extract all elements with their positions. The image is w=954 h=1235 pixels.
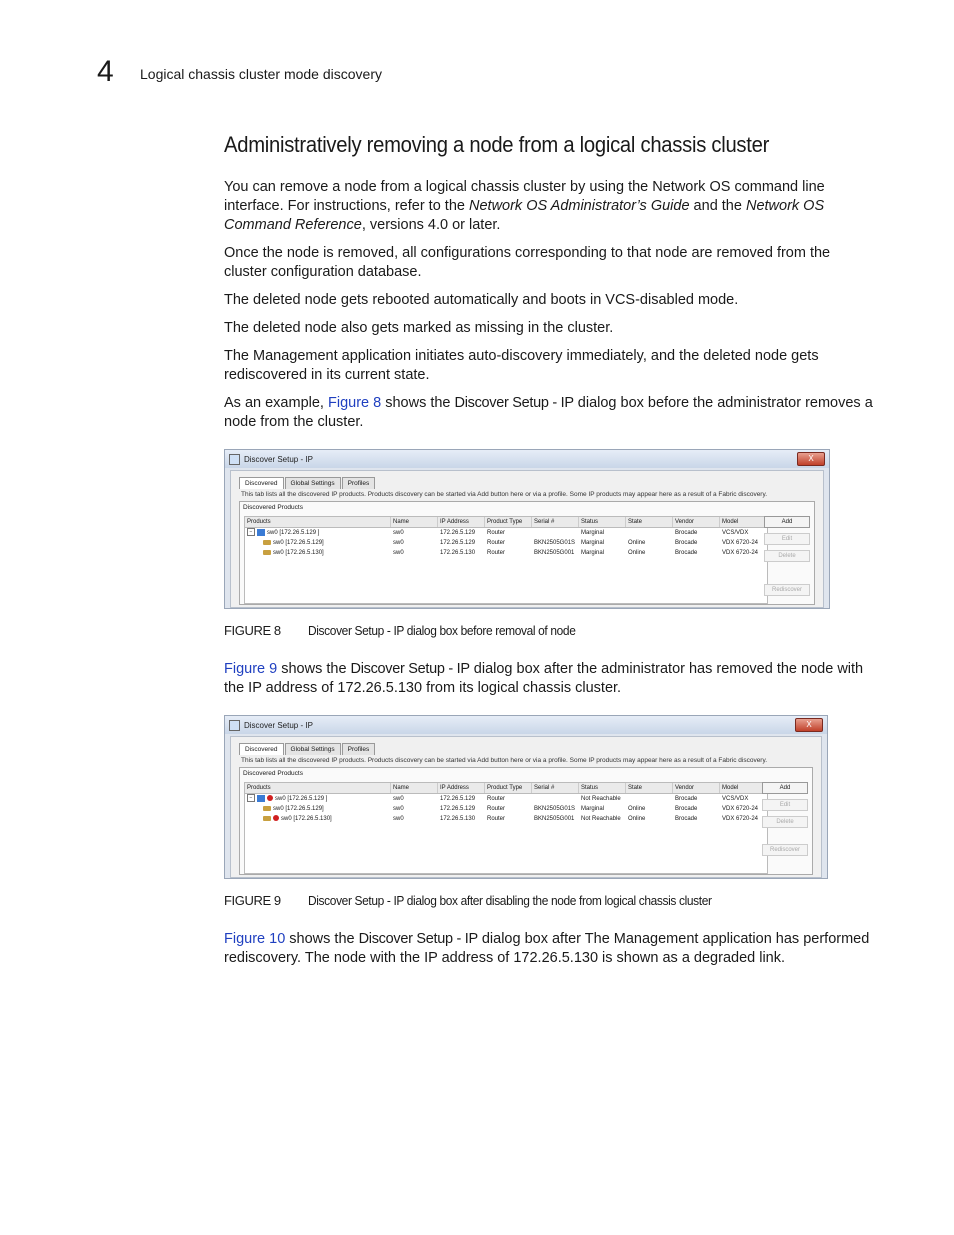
column-header[interactable]: Model	[720, 783, 767, 793]
paragraph-6: As an example, Figure 8 shows the Discover Setup - IP dialog box before the administrator removes a node from the cluster.	[224, 395, 873, 430]
table-row[interactable]: sw0 [172.26.5.129] sw0 172.26.5.129 Router BKN2505G01S Marginal Online Brocade VDX 6720-24	[245, 538, 767, 548]
paragraph-4: The deleted node also gets marked as missing in the cluster.	[224, 320, 614, 336]
close-button[interactable]: X	[797, 452, 825, 466]
column-header[interactable]: Model	[720, 517, 767, 527]
close-button[interactable]: X	[795, 718, 823, 732]
tab-global-settings[interactable]: Global Settings	[285, 743, 341, 755]
table-row[interactable]: sw0 [172.26.5.129] sw0 172.26.5.129 Router BKN2505G01S Marginal Online Brocade VDX 6720-24	[245, 804, 767, 814]
tab-discovered[interactable]: Discovered	[239, 743, 284, 755]
column-header[interactable]: State	[626, 783, 673, 793]
paragraph-1: You can remove a node from a logical chassis cluster by using the Network OS command line interface. For instructions, refer to the Network OS Administrator’s Guide and the Network OS Command Reference, versions 4.0 or later.	[224, 179, 825, 233]
add-button[interactable]: Add	[764, 516, 810, 528]
column-header[interactable]: IP Address	[438, 517, 485, 527]
panel-title: Discovered Products	[243, 504, 303, 511]
column-header[interactable]: IP Address	[438, 783, 485, 793]
collapse-icon[interactable]: −	[247, 794, 255, 802]
figure-9-link[interactable]: Figure 9	[224, 661, 278, 677]
dialog-titlebar: Discover Setup - IP	[225, 716, 827, 734]
products-table	[244, 782, 768, 874]
column-header[interactable]: Products	[245, 517, 391, 527]
delete-button[interactable]: Delete	[762, 816, 808, 828]
figure-10-link[interactable]: Figure 10	[224, 931, 286, 947]
rediscover-button[interactable]: Rediscover	[762, 844, 808, 856]
column-header[interactable]: Product Type	[485, 783, 532, 793]
switch-icon	[263, 806, 271, 811]
table-header	[245, 517, 767, 528]
table-row[interactable]: − sw0 [172.26.5.129 ] sw0 172.26.5.129 Router Not Reachable Brocade VCS/VDX	[245, 794, 767, 804]
column-header[interactable]: Status	[579, 517, 626, 527]
main-content	[224, 132, 876, 977]
column-header[interactable]: Serial #	[532, 517, 579, 527]
window-icon	[229, 720, 240, 731]
error-icon	[267, 795, 273, 801]
paragraph-5: The Management application initiates auto-discovery immediately, and the deleted node gets rediscovered in its current state.	[224, 348, 819, 383]
switch-icon	[263, 550, 271, 555]
table-row[interactable]: − sw0 [172.26.5.129 ] sw0 172.26.5.129 Router Marginal Brocade VCS/VDX	[245, 528, 767, 538]
tab-profiles[interactable]: Profiles	[342, 743, 376, 755]
info-text: This tab lists all the discovered IP products. Products discovery can be started via Add button here or via a profile. Some IP products may appear here as a result of a Fabric discovery.	[241, 757, 768, 764]
dialog-body	[230, 470, 824, 608]
add-button[interactable]: Add	[762, 782, 808, 794]
table-row[interactable]: sw0 [172.26.5.130] sw0 172.26.5.130 Router BKN2505G001 Not Reachable Online Brocade VDX 6720-24	[245, 814, 767, 824]
edit-button[interactable]: Edit	[762, 799, 808, 811]
figure-8-screenshot	[224, 449, 830, 609]
figure-9-caption: FIGURE 9 Discover Setup - IP dialog box after disabling the node from logical chassis cluster	[224, 893, 712, 908]
switch-icon	[263, 816, 271, 821]
section-title: Administratively removing a node from a logical chassis cluster	[224, 132, 770, 157]
column-header[interactable]: Vendor	[673, 517, 720, 527]
column-header[interactable]: Products	[245, 783, 391, 793]
error-icon	[273, 815, 279, 821]
discovered-products-panel	[239, 767, 813, 875]
dialog-titlebar: Discover Setup - IP	[225, 450, 829, 468]
tab-global-settings[interactable]: Global Settings	[285, 477, 341, 489]
dialog-body	[230, 736, 822, 878]
paragraph-7: Figure 9 shows the Discover Setup - IP dialog box after the administrator has removed the node with the IP address of 172.26.5.130 from its logical chassis cluster.	[224, 661, 864, 696]
column-header[interactable]: Status	[579, 783, 626, 793]
column-header[interactable]: State	[626, 517, 673, 527]
products-table	[244, 516, 768, 604]
column-header[interactable]: Name	[391, 783, 438, 793]
paragraph-8: Figure 10 shows the Discover Setup - IP dialog box after The Management application has performed rediscovery. The node with the IP address of 172.26.5.130 is shown as a degraded link.	[224, 931, 870, 966]
paragraph-2: Once the node is removed, all configurations corresponding to that node are removed from the cluster configuration database.	[224, 245, 831, 280]
chapter-number: 4	[97, 55, 114, 88]
column-header[interactable]: Vendor	[673, 783, 720, 793]
panel-title: Discovered Products	[243, 770, 303, 777]
cluster-icon	[257, 795, 265, 802]
window-icon	[229, 454, 240, 465]
paragraph-3: The deleted node gets rebooted automatically and boots in VCS-disabled mode.	[224, 292, 739, 308]
tab-bar	[239, 743, 376, 755]
column-header[interactable]: Serial #	[532, 783, 579, 793]
info-text: This tab lists all the discovered IP products. Products discovery can be started via Add button here or via a profile. Some IP products may appear here as a result of a Fabric discovery.	[241, 491, 768, 498]
collapse-icon[interactable]: −	[247, 528, 255, 536]
tab-discovered[interactable]: Discovered	[239, 477, 284, 489]
discovered-products-panel	[239, 501, 815, 605]
edit-button[interactable]: Edit	[764, 533, 810, 545]
tab-profiles[interactable]: Profiles	[342, 477, 376, 489]
button-column	[764, 516, 810, 608]
running-header: Logical chassis cluster mode discovery	[140, 66, 382, 82]
table-header	[245, 783, 767, 794]
button-column	[762, 782, 808, 878]
figure-8-link[interactable]: Figure 8	[327, 395, 382, 411]
rediscover-button[interactable]: Rediscover	[764, 584, 810, 596]
delete-button[interactable]: Delete	[764, 550, 810, 562]
figure-9-screenshot	[224, 715, 828, 879]
figure-8-caption: FIGURE 8 Discover Setup - IP dialog box before removal of node	[224, 623, 576, 638]
cluster-icon	[257, 529, 265, 536]
table-row[interactable]: sw0 [172.26.5.130] sw0 172.26.5.130 Router BKN2505G001 Marginal Online Brocade VDX 6720-24	[245, 548, 767, 558]
column-header[interactable]: Product Type	[485, 517, 532, 527]
tab-bar	[239, 477, 376, 489]
column-header[interactable]: Name	[391, 517, 438, 527]
switch-icon	[263, 540, 271, 545]
